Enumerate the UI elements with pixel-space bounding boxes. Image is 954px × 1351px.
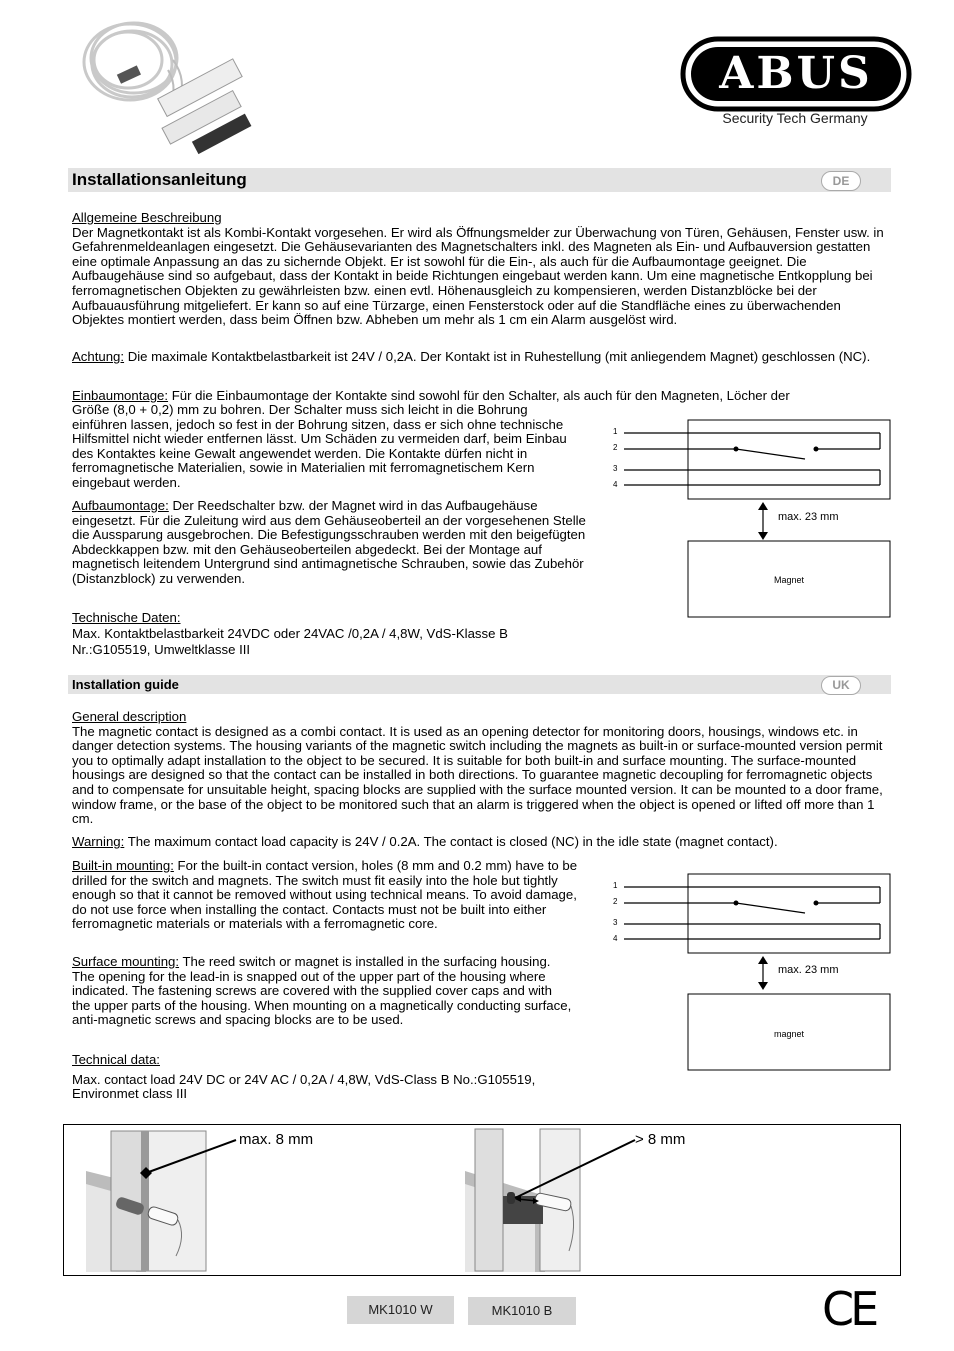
- uk-tech-heading: Technical data:: [72, 1052, 160, 1067]
- de-general: [72, 211, 890, 328]
- de-tech-line2: Nr.:G105519, Umweltklasse III: [72, 642, 251, 657]
- uk-builtin: [72, 859, 587, 932]
- section-bar-de: [68, 168, 891, 192]
- mounting-left-label: max. 8 mm: [239, 1131, 314, 1148]
- de-general-text: Der Magnetkontakt ist als Kombi-Kontakt vorgesehen. Er wird als Öffnungsmelder zur Überwachung von Türen, Gehäusen, Fenster usw. in Gefahrenmeldeanlagen eingesetzt. Die Gehäusevarianten des Magnetschalters inkl. des Magneten als Ein- und Aufbauversion gestatten eine optimale Anpassung an das zu sichernde Objekt. Er ist sowohl für die Ein-, als auch für die Aufbaumontage geeignet. Die Aufbaugehäuse sind so aufgebaut, dass der Kontakt in beide Richtungen eingebaut werden kann. Um eine magnetische Entkopplung bei ferromagnetischen Objekten zu gewährleisten bzw. einen evtl. Höhenausgleich zu kompensieren, werden Distanzblöcke bei der Aufbauausführung mitgeliefert. Er kann so auf eine Türzarge, einen Fensterstock oder auf die Standfläche eines zu überwachenden Objektes montiert werden, dass beim Öffnen bzw. Abheben um mehr als 1 cm ein Alarm ausgelöst wird.: [72, 224, 884, 328]
- mounting-right-label: > 8 mm: [635, 1131, 686, 1148]
- uk-pin-4: 4: [613, 934, 618, 943]
- uk-pin-1: 1: [613, 881, 618, 890]
- ce-mark: CE: [822, 1282, 876, 1336]
- uk-warning-label: Warning:: [72, 834, 125, 849]
- uk-tech-text: Max. contact load 24V DC or 24V AC / 0,2A / 4,8W, VdS-Class B No.:G105519, Environmet class III: [72, 1071, 536, 1102]
- uk-surface-text: The reed switch or magnet is installed in the surfacing housing. The opening for the lead-in is snapped out of the upper part of the housing where indicated. The fastening screws are covered with the supplied cover caps and with the upper parts of the housing. When mounting on a magnetically conducting surface, anti-magnetic screws and spacing blocks are to be used.: [72, 954, 572, 1028]
- uk-general-heading: General description: [72, 709, 187, 724]
- de-pin-4: 4: [613, 480, 618, 489]
- de-magnet-label: Magnet: [773, 575, 805, 585]
- uk-wiring-diagram: [606, 872, 896, 1077]
- de-tech: [72, 610, 592, 658]
- de-pin-2: 2: [613, 443, 618, 452]
- de-surface: [72, 499, 587, 587]
- de-pin-3: 3: [613, 464, 618, 473]
- uk-general: [72, 710, 890, 827]
- uk-pin-3: 3: [613, 918, 618, 927]
- uk-surface: [72, 955, 572, 1028]
- brand-tagline: Security Tech Germany: [722, 110, 868, 126]
- uk-general-text: The magnetic contact is designed as a combi contact. It is used as an opening detector for monitoring doors, housings, windows etc. in danger detection systems. The housing variants of the magnetic switch including the magnets as built-in or surface-mounted version permit you to optimally adapt installation to the object to be secured. It is suitable for both built-in and surface mounting. The surface-mounted housings are designed so that the contact can be installed in both directions. To guarantee magnetic decoupling for ferromagnetic objects and to compensate for unsuitable height, spacing blocks are supplied with the surface mounted version. It can be mounted to a door frame, window frame, or the base of the object to be monitored such that an alarm is triggered when the object is opened or lifted off more than 1 cm.: [72, 723, 883, 827]
- de-gap-label: max. 23 mm: [778, 511, 839, 523]
- product-tag-w: MK1010 W: [347, 1296, 454, 1324]
- uk-surface-label: Surface mounting:: [72, 954, 180, 969]
- uk-tech: [72, 1053, 592, 1102]
- section-bar-uk: [68, 675, 891, 694]
- section-title-de: Installationsanleitung: [72, 170, 247, 189]
- de-tech-line1: Max. Kontaktbelastbarkeit 24VDC oder 24VAC /0,2A / 4,8W, VdS-Klasse B: [72, 626, 508, 641]
- de-warning-text: Die maximale Kontaktbelastbarkeit ist 24V / 0,2A. Der Kontakt ist in Ruhestellung (mit anliegendem Magnet) geschlossen (NC).: [124, 349, 871, 364]
- uk-warning-text: The maximum contact load capacity is 24V / 0.2A. The contact is closed (NC) in the idle state (magnet contact).: [124, 834, 778, 849]
- de-wiring-diagram: [606, 418, 896, 623]
- product-photo: [78, 10, 258, 160]
- de-surface-label: Aufbaumontage:: [72, 498, 169, 513]
- uk-builtin-text: For the built-in contact version, holes (8 mm and 0.2 mm) have to be drilled for the switch and magnets. The switch must fit easily into the hole but tightly enough so that it cannot be removed without using technical means. To avoid damage, do not use force when installing the contact. Contacts must not be built into either ferromagnetic materials or materials with a ferromagnetic core.: [72, 858, 578, 932]
- de-general-heading: Allgemeine Beschreibung: [72, 210, 222, 225]
- product-tag-b: MK1010 B: [468, 1297, 576, 1325]
- section-title-uk: Installation guide: [72, 677, 179, 692]
- lang-badge-de: DE: [821, 171, 861, 191]
- brand-name: ABUS: [719, 48, 873, 99]
- uk-warning: [72, 835, 890, 850]
- uk-builtin-label: Built-in mounting:: [72, 858, 174, 873]
- de-tech-heading: Technische Daten:: [72, 610, 181, 625]
- de-builtin-rest: Größe (8,0 + 0,2) mm zu bohren. Der Schalter muss sich leicht in die Bohrung einführen lassen, jedoch so fest in der Bohrung sitzen, dass er sich ohne technische Hilfsmittel nicht wieder entfernen lässt. Um Schäden zu vermeiden darf, beim Einbau des Kontaktes keine Gewalt angewendet werden. Die Kontakte dürfen nicht in ferromagnetische Materialien, sowie in Materialien mit ferromagnetischem Kern eingebaut werden.: [72, 402, 567, 490]
- uk-gap-label: max. 23 mm: [778, 964, 839, 976]
- lang-badge-uk: UK: [821, 676, 861, 695]
- uk-magnet-label: magnet: [773, 1029, 805, 1039]
- de-builtin-label: Einbaumontage:: [72, 388, 169, 403]
- de-warning: [72, 350, 872, 365]
- de-pin-1: 1: [613, 427, 618, 436]
- de-warning-label: Achtung:: [72, 349, 125, 364]
- de-surface-text: Der Reedschalter bzw. der Magnet wird in das Aufbaugehäuse eingesetzt. Für die Zuleitung wird aus dem Gehäuseoberteil an der vorgesehenen Stelle die Aussparung ausgebrochen. Die Befestigungsschrauben werden mit den beigefügten Abdeckkappen bzw. mit den Gehäuseoberteilen abgedeckt. Bei der Montage auf magnetisch leitendem Untergrund sind antimagnetische Schrauben, sowie das Zubehör (Distanzblock) zu verwenden.: [72, 498, 586, 586]
- uk-pin-2: 2: [613, 897, 618, 906]
- de-builtin-first-text: Für die Einbaumontage der Kontakte sind sowohl für den Schalter, als auch für den Magneten, Löcher der: [168, 388, 790, 403]
